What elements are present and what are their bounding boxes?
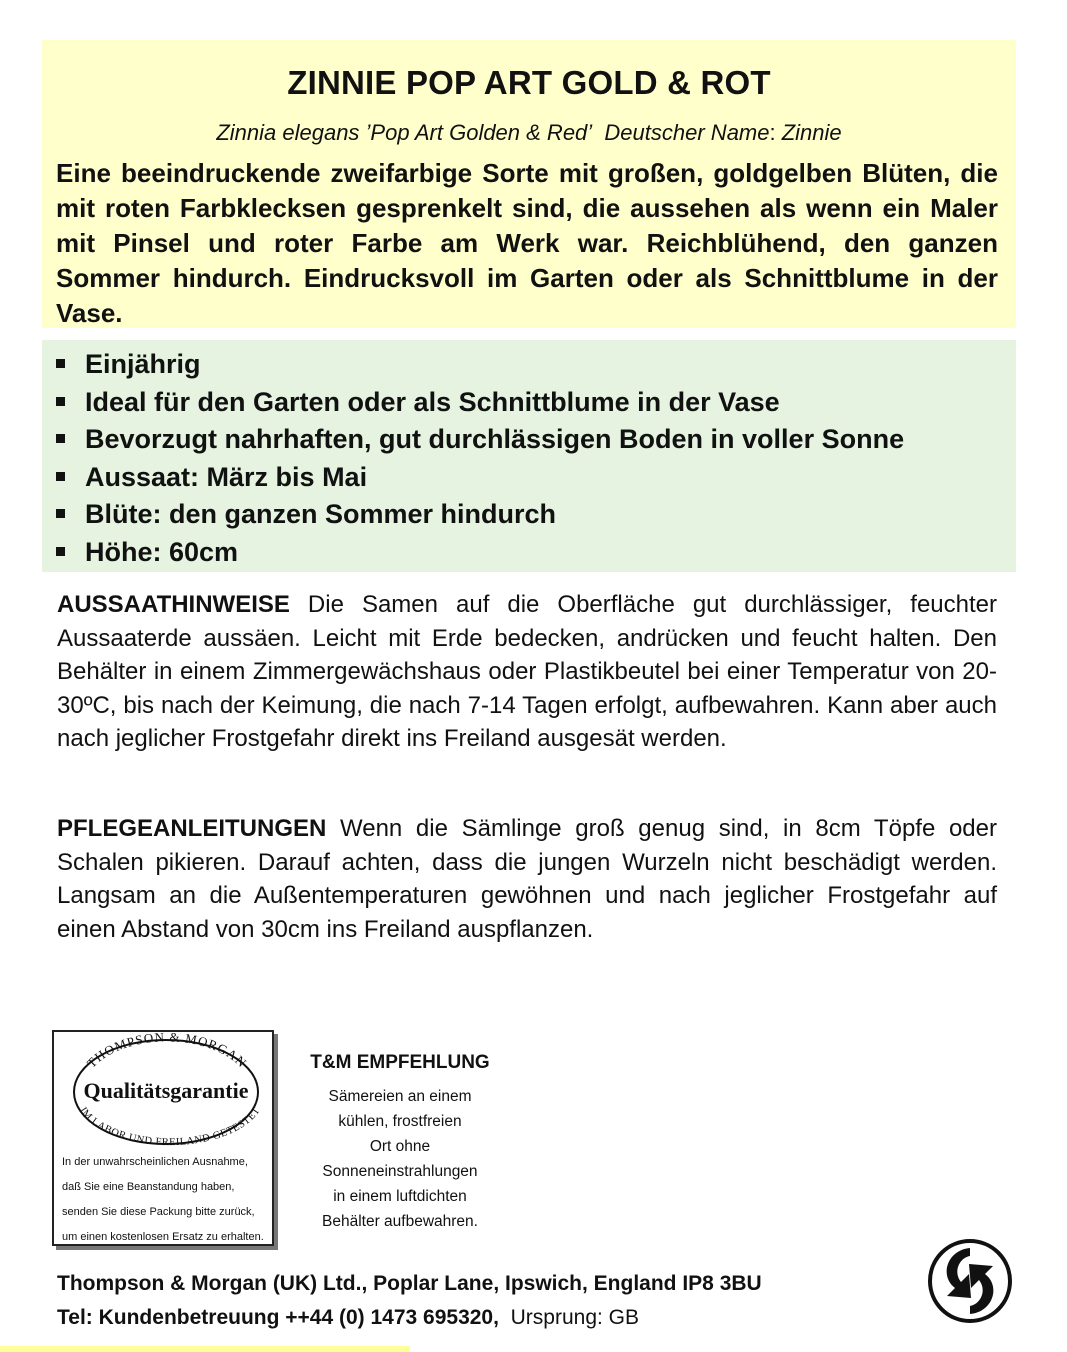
seal-center-text: Qualitätsgarantie <box>83 1078 249 1103</box>
common-name-label: Deutscher Name <box>604 120 770 145</box>
feature-text: Ideal für den Garten oder als Schnittblume in der Vase <box>85 386 780 417</box>
page-title: ZINNIE POP ART GOLD & ROT <box>287 64 771 101</box>
feature-item <box>56 421 904 459</box>
square-bullet-icon <box>56 472 65 481</box>
seal-arc-top: THOMPSON & MORGAN <box>83 1032 251 1071</box>
recommendation-line: Sonneneinstrahlungen <box>322 1163 478 1180</box>
feature-item <box>56 534 904 572</box>
colon: : <box>769 120 782 145</box>
guarantee-line: um einen kostenlosen Ersatz zu erhalten. <box>62 1231 264 1243</box>
common-name: Zinnie <box>781 120 842 145</box>
square-bullet-icon <box>56 547 65 556</box>
care-instructions <box>57 812 997 946</box>
care-heading: PFLEGEANLEITUNGEN <box>57 815 327 842</box>
guarantee-line: In der unwahrscheinlichen Ausnahme, <box>62 1156 248 1168</box>
botanical-subtitle <box>42 120 1016 146</box>
feature-text: Einjährig <box>85 349 201 379</box>
recommendation-line: kühlen, frostfreien <box>338 1113 462 1130</box>
company-address: Thompson & Morgan (UK) Ltd., Poplar Lane, Ipswich, England IP8 3BU <box>57 1272 762 1295</box>
recommendation-line: in einem luftdichten <box>333 1188 467 1205</box>
features-panel <box>42 340 1016 572</box>
feature-text: Höhe: 60cm <box>85 536 239 567</box>
guarantee-text <box>62 1150 266 1250</box>
guarantee-line: daß Sie eine Beanstandung haben, <box>62 1181 235 1193</box>
sowing-text: Die Samen auf die Oberfläche gut durchlässiger, feuchter Aussaaterde aussäen. Leicht mit Erde bedecken, andrücken und feucht halten. Den Behälter in einem Zimmergewächshaus oder Plastikbeutel bei einer Temperatur von 20-30ºC, bis nach der Keimung, die nach 7-14 Tagen erfolgt, aufbewahren. Kann aber auch nach jeglicher Frostgefahr direkt ins Freiland ausgesät werden. <box>57 591 997 752</box>
feature-item <box>56 346 904 384</box>
recommendation-line: Sämereien an einem <box>328 1088 472 1105</box>
origin: Ursprung: GB <box>510 1306 640 1329</box>
features-list <box>56 346 904 571</box>
square-bullet-icon <box>56 434 65 443</box>
feature-item <box>56 384 904 422</box>
care-text: Wenn die Sämlinge groß genug sind, in 8cm Töpfe oder Schalen pikieren. Darauf achten, dass die jungen Wurzeln nicht beschädigt werden. Langsam an die Außentemperaturen gewöhnen und nach jeglicher Frostgefahr auf einen Abstand von 30cm ins Freiland auspflanzen. <box>57 815 997 943</box>
intro-text: Eine beeindruckende zweifarbige Sorte mit großen, goldgelben Blüten, die mit roten Farbklecksen gesprenkelt sind, die aussehen als wenn ein Maler mit Pinsel und roter Farbe am Werk war. Reichblühend, den ganzen Sommer hindurch. Eindrucksvoll im Garten oder als Schnittblume in der Vase. <box>56 158 998 328</box>
feature-text: Bevorzugt nahrhaften, gut durchlässigen Boden in voller Sonne <box>85 424 905 454</box>
quality-seal-emblem <box>54 1032 272 1150</box>
feature-text: Aussaat: März bis Mai <box>85 461 368 492</box>
square-bullet-icon <box>56 509 65 518</box>
feature-item <box>56 496 904 534</box>
recommendation-block <box>300 1052 500 1234</box>
recommendation-line: Behälter aufbewahren. <box>322 1213 478 1230</box>
recommendation-text <box>300 1084 500 1234</box>
square-bullet-icon <box>56 359 65 368</box>
recommendation-line: Ort ohne <box>369 1138 431 1155</box>
guarantee-line: senden Sie diese Packung bitte zurück, <box>62 1206 255 1218</box>
description-panel <box>42 40 1016 328</box>
svg-text:IM LABOR UND FREILAND GETESTET <box>77 1105 263 1148</box>
svg-text:THOMPSON & MORGAN <box>84 1032 250 1071</box>
feature-item <box>56 459 904 497</box>
recommendation-title: T&M EMPFEHLUNG <box>310 1052 490 1073</box>
square-bullet-icon <box>56 397 65 406</box>
sowing-instructions <box>57 588 997 756</box>
telephone: Tel: Kundenbetreuung ++44 (0) 1473 695320, <box>57 1306 499 1329</box>
latin-name: Zinnia elegans ’Pop Art Golden & Red’ <box>216 120 593 145</box>
bottom-color-strip <box>0 1346 410 1352</box>
seal-arc-bottom: IM LABOR UND FREILAND GETESTET <box>77 1105 263 1149</box>
feature-text: Blüte: den ganzen Sommer hindurch <box>85 499 557 529</box>
sowing-heading: AUSSAATHINWEISE <box>57 591 290 618</box>
quality-guarantee-box <box>52 1030 274 1246</box>
contact-line <box>57 1306 957 1330</box>
